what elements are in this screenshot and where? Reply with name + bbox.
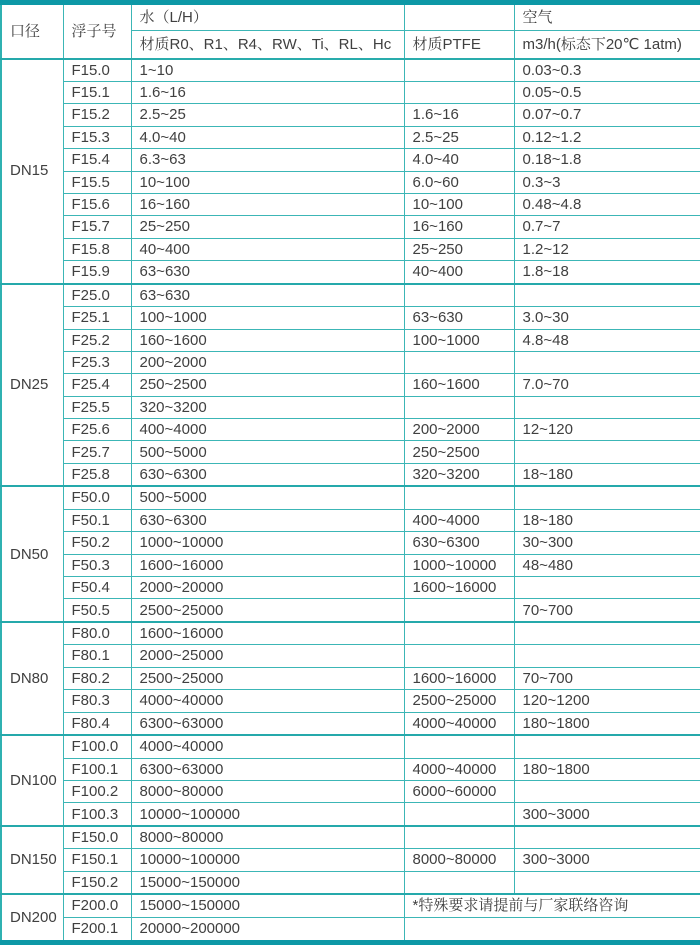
water-range-cell: 25~250 <box>131 216 404 238</box>
ptfe-range-cell: 6.0~60 <box>404 171 514 193</box>
water-range-cell: 6300~63000 <box>131 758 404 780</box>
water-range-cell: 15000~150000 <box>131 894 404 917</box>
table-body <box>1 59 700 943</box>
air-range-cell: 180~1800 <box>514 712 700 735</box>
air-range-cell: 0.7~7 <box>514 216 700 238</box>
table-row <box>1 690 700 712</box>
table-row <box>1 577 700 599</box>
table-row <box>1 645 700 667</box>
ptfe-range-cell <box>404 622 514 645</box>
table-row <box>1 396 700 418</box>
float-no-cell: F100.2 <box>63 780 131 802</box>
water-range-cell: 16~160 <box>131 193 404 215</box>
ptfe-range-cell: 1000~10000 <box>404 554 514 576</box>
float-no-cell: F15.8 <box>63 238 131 260</box>
water-range-cell: 2500~25000 <box>131 599 404 622</box>
ptfe-range-cell <box>404 599 514 622</box>
ptfe-range-cell <box>404 645 514 667</box>
ptfe-range-cell: 10~100 <box>404 193 514 215</box>
ptfe-range-cell: 25~250 <box>404 238 514 260</box>
header-air: 空气 <box>514 3 700 31</box>
float-no-cell: F25.8 <box>63 463 131 486</box>
air-range-cell: 180~1800 <box>514 758 700 780</box>
table-row <box>1 894 700 917</box>
table-row <box>1 667 700 689</box>
table-row <box>1 104 700 126</box>
air-range-cell: 7.0~70 <box>514 374 700 396</box>
float-no-cell: F15.9 <box>63 261 131 284</box>
float-no-cell: F200.1 <box>63 917 131 942</box>
air-range-cell: 300~3000 <box>514 849 700 871</box>
header-ptfe-material: 材质PTFE <box>404 31 514 59</box>
ptfe-range-cell: 4000~40000 <box>404 712 514 735</box>
air-range-cell: 0.3~3 <box>514 171 700 193</box>
air-range-cell: 0.03~0.3 <box>514 59 700 82</box>
ptfe-range-cell <box>404 871 514 894</box>
water-range-cell: 8000~80000 <box>131 826 404 849</box>
float-no-cell: F50.4 <box>63 577 131 599</box>
air-range-cell: 120~1200 <box>514 690 700 712</box>
air-range-cell <box>514 871 700 894</box>
ptfe-range-cell: 100~1000 <box>404 329 514 351</box>
note-cell <box>404 917 700 942</box>
float-no-cell: F25.1 <box>63 307 131 329</box>
header-water-spacer <box>404 3 514 31</box>
float-no-cell: F80.2 <box>63 667 131 689</box>
water-range-cell: 250~2500 <box>131 374 404 396</box>
float-no-cell: F50.2 <box>63 532 131 554</box>
float-no-cell: F25.3 <box>63 351 131 373</box>
ptfe-range-cell: 160~1600 <box>404 374 514 396</box>
water-range-cell: 63~630 <box>131 261 404 284</box>
diameter-cell: DN200 <box>1 894 63 942</box>
water-range-cell: 2000~25000 <box>131 645 404 667</box>
ptfe-range-cell: 40~400 <box>404 261 514 284</box>
table-row <box>1 59 700 82</box>
ptfe-range-cell: 4.0~40 <box>404 149 514 171</box>
float-no-cell: F25.5 <box>63 396 131 418</box>
water-range-cell: 15000~150000 <box>131 871 404 894</box>
water-range-cell: 1600~16000 <box>131 554 404 576</box>
table-row <box>1 826 700 849</box>
float-no-cell: F100.3 <box>63 803 131 826</box>
table-row <box>1 419 700 441</box>
air-range-cell: 70~700 <box>514 599 700 622</box>
table-row <box>1 351 700 373</box>
diameter-cell: DN50 <box>1 486 63 622</box>
water-range-cell: 400~4000 <box>131 419 404 441</box>
ptfe-range-cell: 1600~16000 <box>404 667 514 689</box>
air-range-cell <box>514 441 700 463</box>
float-no-cell: F100.0 <box>63 735 131 758</box>
table-row <box>1 758 700 780</box>
table-row <box>1 599 700 622</box>
air-range-cell <box>514 577 700 599</box>
table-row <box>1 216 700 238</box>
ptfe-range-cell <box>404 59 514 82</box>
air-range-cell <box>514 284 700 307</box>
water-range-cell: 10000~100000 <box>131 803 404 826</box>
float-no-cell: F50.1 <box>63 509 131 531</box>
float-no-cell: F15.0 <box>63 59 131 82</box>
air-range-cell: 18~180 <box>514 463 700 486</box>
table-row <box>1 532 700 554</box>
water-range-cell: 6300~63000 <box>131 712 404 735</box>
float-no-cell: F50.0 <box>63 486 131 509</box>
water-range-cell: 630~6300 <box>131 463 404 486</box>
float-no-cell: F80.3 <box>63 690 131 712</box>
diameter-cell: DN25 <box>1 284 63 487</box>
air-range-cell: 300~3000 <box>514 803 700 826</box>
table-row <box>1 917 700 942</box>
float-no-cell: F15.1 <box>63 82 131 104</box>
float-no-cell: F25.7 <box>63 441 131 463</box>
water-range-cell: 6.3~63 <box>131 149 404 171</box>
float-no-cell: F80.0 <box>63 622 131 645</box>
table-row <box>1 622 700 645</box>
water-range-cell: 500~5000 <box>131 441 404 463</box>
table-row <box>1 307 700 329</box>
air-range-cell: 12~120 <box>514 419 700 441</box>
header-row-top <box>1 3 700 31</box>
diameter-cell: DN80 <box>1 622 63 735</box>
air-range-cell <box>514 622 700 645</box>
float-no-cell: F15.7 <box>63 216 131 238</box>
water-range-cell: 8000~80000 <box>131 780 404 802</box>
water-range-cell: 4000~40000 <box>131 690 404 712</box>
float-no-cell: F15.4 <box>63 149 131 171</box>
table-row <box>1 329 700 351</box>
air-range-cell: 0.07~0.7 <box>514 104 700 126</box>
float-no-cell: F80.1 <box>63 645 131 667</box>
header-diameter: 口径 <box>1 3 63 59</box>
air-range-cell <box>514 826 700 849</box>
table-row <box>1 871 700 894</box>
ptfe-range-cell: 2.5~25 <box>404 126 514 148</box>
air-range-cell: 0.05~0.5 <box>514 82 700 104</box>
ptfe-range-cell: 6000~60000 <box>404 780 514 802</box>
float-no-cell: F25.2 <box>63 329 131 351</box>
water-range-cell: 40~400 <box>131 238 404 260</box>
table-row <box>1 463 700 486</box>
table-row <box>1 735 700 758</box>
table-row <box>1 261 700 284</box>
float-no-cell: F150.1 <box>63 849 131 871</box>
water-range-cell: 2000~20000 <box>131 577 404 599</box>
water-range-cell: 1.6~16 <box>131 82 404 104</box>
air-range-cell: 1.2~12 <box>514 238 700 260</box>
table-row <box>1 780 700 802</box>
table-row <box>1 284 700 307</box>
diameter-cell: DN15 <box>1 59 63 284</box>
table-row <box>1 803 700 826</box>
float-no-cell: F150.2 <box>63 871 131 894</box>
float-no-cell: F25.4 <box>63 374 131 396</box>
ptfe-range-cell: 4000~40000 <box>404 758 514 780</box>
float-no-cell: F15.3 <box>63 126 131 148</box>
air-range-cell <box>514 735 700 758</box>
air-range-cell: 0.18~1.8 <box>514 149 700 171</box>
table-row <box>1 554 700 576</box>
header-float-no: 浮子号 <box>63 3 131 59</box>
table-row <box>1 193 700 215</box>
ptfe-range-cell <box>404 351 514 373</box>
air-range-cell <box>514 486 700 509</box>
ptfe-range-cell: 200~2000 <box>404 419 514 441</box>
float-no-cell: F150.0 <box>63 826 131 849</box>
table-header <box>1 3 700 59</box>
air-range-cell <box>514 780 700 802</box>
air-range-cell <box>514 396 700 418</box>
water-range-cell: 320~3200 <box>131 396 404 418</box>
float-no-cell: F100.1 <box>63 758 131 780</box>
water-range-cell: 1~10 <box>131 59 404 82</box>
ptfe-range-cell: 320~3200 <box>404 463 514 486</box>
ptfe-range-cell: 16~160 <box>404 216 514 238</box>
float-no-cell: F25.6 <box>63 419 131 441</box>
water-range-cell: 1600~16000 <box>131 622 404 645</box>
table-row <box>1 441 700 463</box>
water-range-cell: 2.5~25 <box>131 104 404 126</box>
float-no-cell: F50.3 <box>63 554 131 576</box>
water-range-cell: 1000~10000 <box>131 532 404 554</box>
air-range-cell: 18~180 <box>514 509 700 531</box>
ptfe-range-cell: 400~4000 <box>404 509 514 531</box>
ptfe-range-cell: 63~630 <box>404 307 514 329</box>
table-row <box>1 126 700 148</box>
water-range-cell: 500~5000 <box>131 486 404 509</box>
diameter-cell: DN150 <box>1 826 63 894</box>
table-row <box>1 149 700 171</box>
water-range-cell: 160~1600 <box>131 329 404 351</box>
header-water-material: 材质R0、R1、R4、RW、Ti、RL、Hc <box>131 31 404 59</box>
water-range-cell: 10~100 <box>131 171 404 193</box>
water-range-cell: 20000~200000 <box>131 917 404 942</box>
air-range-cell: 30~300 <box>514 532 700 554</box>
water-range-cell: 63~630 <box>131 284 404 307</box>
table-row <box>1 849 700 871</box>
air-range-cell: 3.0~30 <box>514 307 700 329</box>
ptfe-range-cell <box>404 396 514 418</box>
air-range-cell: 70~700 <box>514 667 700 689</box>
ptfe-range-cell <box>404 486 514 509</box>
air-range-cell: 0.48~4.8 <box>514 193 700 215</box>
water-range-cell: 4000~40000 <box>131 735 404 758</box>
table-row <box>1 486 700 509</box>
float-no-cell: F80.4 <box>63 712 131 735</box>
water-range-cell: 4.0~40 <box>131 126 404 148</box>
table-row <box>1 509 700 531</box>
float-no-cell: F25.0 <box>63 284 131 307</box>
table-row <box>1 712 700 735</box>
water-range-cell: 100~1000 <box>131 307 404 329</box>
table-row <box>1 171 700 193</box>
air-range-cell: 48~480 <box>514 554 700 576</box>
air-range-cell: 1.8~18 <box>514 261 700 284</box>
diameter-cell: DN100 <box>1 735 63 826</box>
air-range-cell <box>514 351 700 373</box>
table-row <box>1 374 700 396</box>
ptfe-range-cell: 8000~80000 <box>404 849 514 871</box>
header-water: 水（L/H） <box>131 3 404 31</box>
note-cell: *特殊要求请提前与厂家联络咨询 <box>404 894 700 917</box>
table-row <box>1 82 700 104</box>
float-no-cell: F15.2 <box>63 104 131 126</box>
float-no-cell: F15.6 <box>63 193 131 215</box>
ptfe-range-cell: 250~2500 <box>404 441 514 463</box>
water-range-cell: 10000~100000 <box>131 849 404 871</box>
table-row <box>1 238 700 260</box>
ptfe-range-cell: 630~6300 <box>404 532 514 554</box>
water-range-cell: 630~6300 <box>131 509 404 531</box>
air-range-cell: 4.8~48 <box>514 329 700 351</box>
water-range-cell: 200~2000 <box>131 351 404 373</box>
ptfe-range-cell: 1.6~16 <box>404 104 514 126</box>
header-air-unit: m3/h(标态下20℃ 1atm) <box>514 31 700 59</box>
ptfe-range-cell: 1600~16000 <box>404 577 514 599</box>
ptfe-range-cell <box>404 82 514 104</box>
ptfe-range-cell <box>404 735 514 758</box>
ptfe-range-cell <box>404 826 514 849</box>
float-no-cell: F15.5 <box>63 171 131 193</box>
air-range-cell: 0.12~1.2 <box>514 126 700 148</box>
air-range-cell <box>514 645 700 667</box>
float-no-cell: F50.5 <box>63 599 131 622</box>
ptfe-range-cell <box>404 284 514 307</box>
float-no-cell: F200.0 <box>63 894 131 917</box>
water-range-cell: 2500~25000 <box>131 667 404 689</box>
ptfe-range-cell <box>404 803 514 826</box>
ptfe-range-cell: 2500~25000 <box>404 690 514 712</box>
